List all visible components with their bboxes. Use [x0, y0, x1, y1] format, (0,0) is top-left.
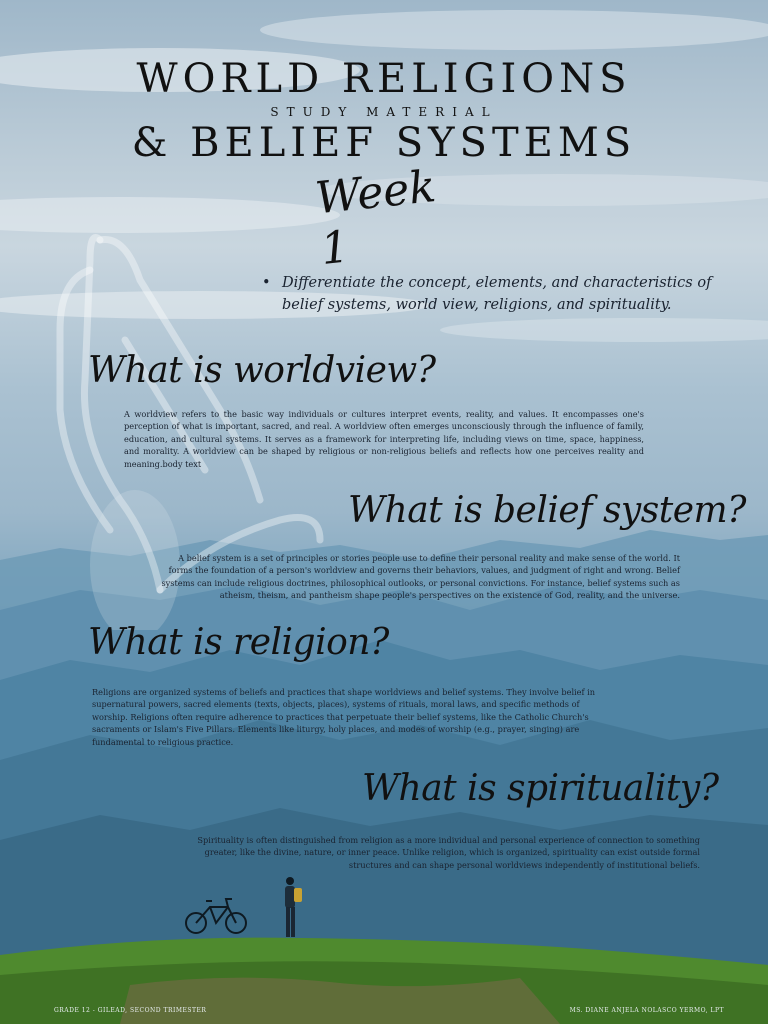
- footer-left: GRADE 12 - GILEAD, SECOND TRIMESTER: [54, 1007, 207, 1014]
- heading-worldview: What is worldview?: [88, 350, 436, 391]
- title-line-1: WORLD RELIGIONS: [136, 56, 632, 102]
- footer-right: MS. DIANE ANJELA NOLASCO YERMO, LPT: [569, 1007, 724, 1014]
- hiker-icon: [280, 876, 306, 942]
- heading-religion: What is religion?: [88, 622, 389, 663]
- paragraph-spirituality: Spirituality is often distinguished from religion as a more individual and personal experience of connection to something greater, like the divine, nature, or inner peace. Unlike religion, which is organized, spirituality can exist outside formal structures and can shape personal worldviews independently of institutional beliefs.: [197, 835, 700, 870]
- objective-item: • Differentiate the concept, elements, and characteristics of belief systems, world view, religions, and spirituality.: [262, 272, 732, 316]
- heading-belief-system: What is belief system?: [348, 490, 746, 531]
- paragraph-belief-system: A belief system is a set of principles or stories people use to define their personal reality and make sense of the world. It forms the foundation of a person's worldview and governs their behaviors, values, and judgment of right and wrong. Belief systems can include religious doctrines, philosophical outlooks, or personal convictions. For instance, belief systems such as atheism, theism, and pantheism shape people's perspectives on the existence of God, reality, and the universe.: [161, 553, 680, 601]
- paragraph-worldview: A worldview refers to the basic way individuals or cultures interpret events, reality, and values. It encompasses one's perception of what is important, sacred, and real. A worldview often emerges unconsciously through the influence of family, education, and cultural systems. It serves as a framework for interpreting life, including views on time, space, happiness, and morality. A worldview can be shaped by religious or non-religious beliefs and reflects how one perceives reality and meaning.body text: [124, 409, 644, 469]
- subtitle: STUDY MATERIAL: [270, 105, 498, 119]
- paragraph-religion: Religions are organized systems of beliefs and practices that shape worldviews and belief systems. They involve belief in supernatural powers, sacred elements (texts, objects, places), systems of rituals, moral laws, and specific methods of worship. Religions often require adherence to practices that perpetuate their belief systems, like the Catholic Church's sacraments or Islam's Five Pillars. Elements like liturgy, holy places, and modes of worship (e.g., prayer, singing) are fundamental to religious practice.: [92, 687, 596, 747]
- title-line-2: & BELIEF SYSTEMS: [131, 120, 637, 166]
- week-label: Week 1: [313, 161, 439, 276]
- heading-spirituality: What is spirituality?: [362, 768, 719, 809]
- objectives-list: [262, 272, 732, 316]
- bicycle-icon: [184, 893, 250, 937]
